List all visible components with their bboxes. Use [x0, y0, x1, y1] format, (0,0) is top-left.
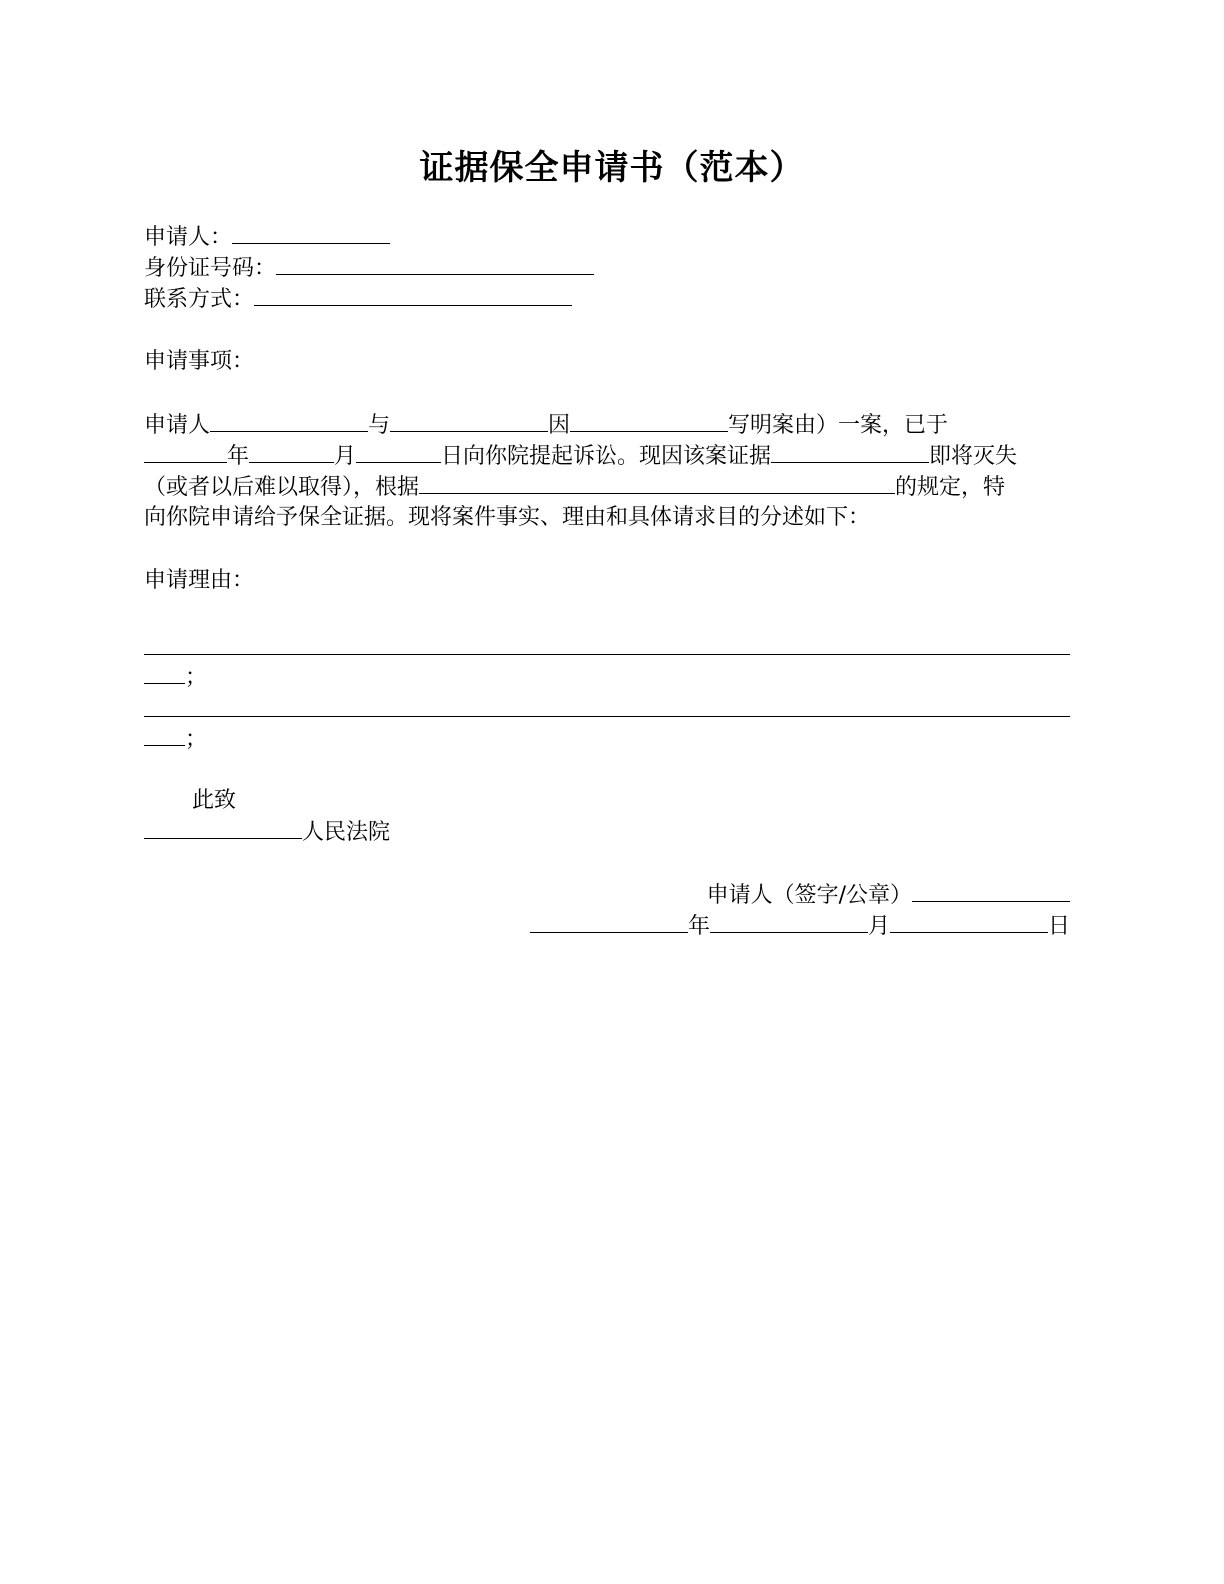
id-number-label: 身份证号码： [144, 256, 277, 281]
court-line [144, 816, 390, 848]
signature-label: 申请人（签字/公章） [706, 883, 912, 908]
contact-label: 联系方式： [144, 287, 255, 312]
reason-1-blank[interactable] [144, 661, 185, 684]
body-text: 年 [227, 444, 250, 469]
body-text: （或者以后难以取得），根据 [144, 475, 420, 500]
body-text: 与 [368, 413, 391, 438]
id-number-blank[interactable] [276, 252, 594, 275]
matters-heading: 申请事项： [144, 349, 255, 374]
respondent-name-blank[interactable] [390, 409, 548, 432]
applicant-line [144, 221, 390, 253]
sign-month-blank[interactable] [710, 910, 868, 933]
reason-2-end-line [144, 723, 207, 755]
filing-month-blank[interactable] [249, 440, 334, 463]
court-suffix: 人民法院 [302, 820, 391, 845]
signature-date-line [530, 910, 1070, 942]
body-text: 的规定，特 [895, 475, 1006, 500]
applicant-name-blank[interactable] [210, 409, 368, 432]
reason-1-end: ； [185, 665, 208, 690]
body-text: 写明案由）一案，已于 [728, 413, 949, 438]
signature-blank[interactable] [912, 879, 1070, 902]
sign-day-blank[interactable] [890, 910, 1048, 933]
reason-1-end-line [144, 661, 207, 693]
sign-month-label: 月 [867, 914, 890, 939]
evidence-blank[interactable] [771, 440, 929, 463]
sign-year-label: 年 [687, 914, 710, 939]
id-number-line [144, 252, 594, 284]
document-title: 证据保全申请书（范本） [419, 148, 805, 188]
body-text: 月 [334, 444, 357, 469]
reason-1-rule[interactable] [144, 654, 1070, 655]
sign-day-label: 日 [1047, 914, 1070, 939]
body-line-2 [144, 440, 1017, 472]
body-line-3 [144, 471, 1005, 503]
sign-year-blank[interactable] [530, 910, 688, 933]
contact-line [144, 283, 572, 315]
salutation: 此致 [192, 788, 237, 813]
legal-basis-blank[interactable] [419, 471, 895, 494]
body-text: 申请人 [144, 413, 211, 438]
reason-2-blank[interactable] [144, 723, 185, 746]
reason-2-rule[interactable] [144, 716, 1070, 717]
applicant-label: 申请人： [144, 225, 233, 250]
body-line-1 [144, 409, 948, 441]
filing-day-blank[interactable] [356, 440, 441, 463]
body-text: 日向你院提起诉讼。现因该案证据 [441, 444, 772, 469]
body-text: 因 [548, 413, 571, 438]
body-line-4: 向你院申请给予保全证据。现将案件事实、理由和具体请求目的分述如下： [144, 505, 871, 530]
court-name-blank[interactable] [144, 816, 302, 839]
contact-blank[interactable] [254, 283, 572, 306]
applicant-blank[interactable] [232, 221, 390, 244]
filing-year-blank[interactable] [144, 440, 227, 463]
reason-2-end: ； [185, 727, 208, 752]
signature-line [707, 879, 1070, 911]
body-text: 即将灭失 [929, 444, 1018, 469]
case-cause-blank[interactable] [570, 409, 728, 432]
reasons-heading: 申请理由： [144, 568, 255, 593]
